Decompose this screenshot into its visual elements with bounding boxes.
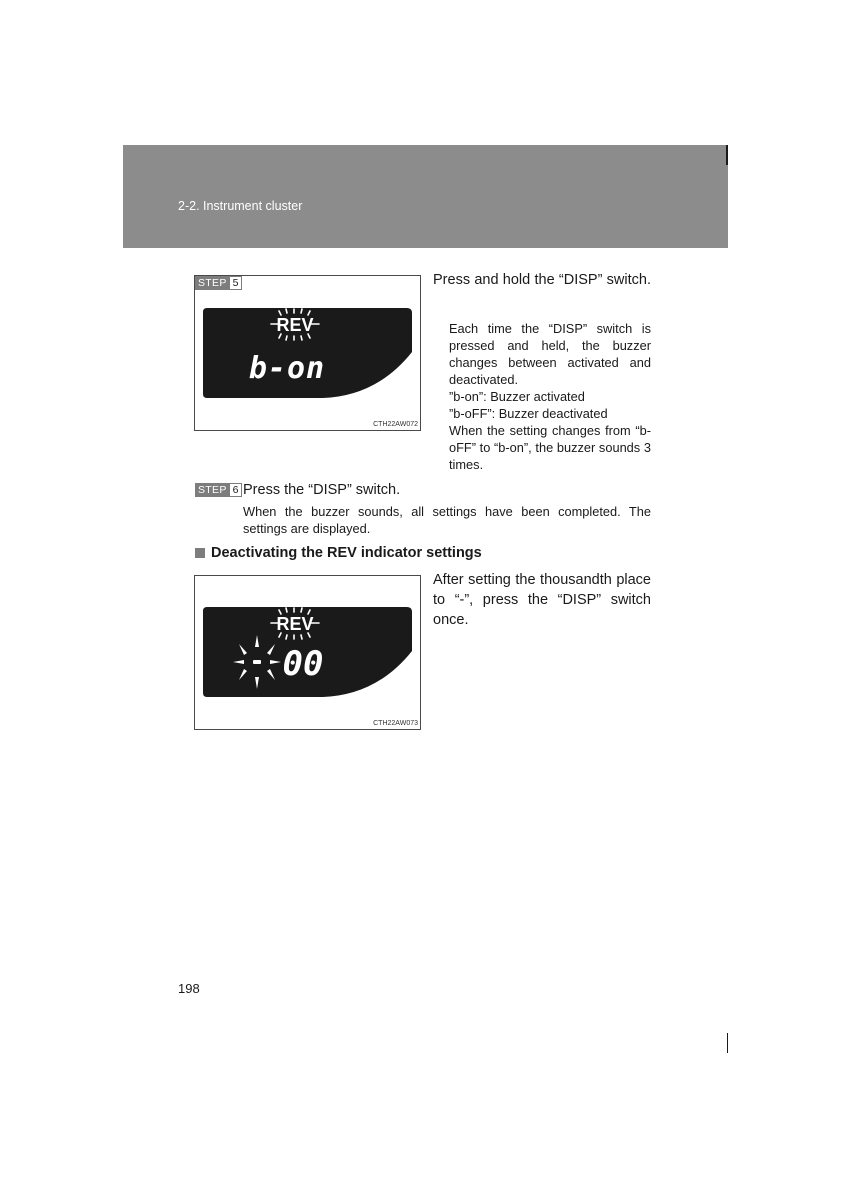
- section-title: 2-2. Instrument cluster: [178, 199, 303, 213]
- step5-note-4: When the setting changes from “b-oFF” to “b-on”, the buzzer sounds 3 times.: [449, 423, 651, 472]
- page-number: 198: [178, 981, 200, 996]
- step5-note-1: Each time the “DISP” switch is pressed and held, the buzzer changes between activated and deactivated.: [449, 321, 651, 387]
- step-label: STEP: [195, 276, 230, 290]
- step5-note-3: ”b-oFF”: Buzzer deactivated: [449, 406, 608, 421]
- step-label: STEP: [195, 483, 230, 497]
- figure-step5: [194, 275, 421, 431]
- bullet-square-icon: [195, 548, 205, 558]
- section-heading-text: Deactivating the REV indicator settings: [211, 545, 482, 561]
- lcd-rev-label: REV: [276, 315, 314, 335]
- step6-instruction: Press the “DISP” switch.: [243, 482, 401, 498]
- lcd-display: [203, 607, 413, 699]
- lcd-main-value: 00: [282, 644, 324, 684]
- section-heading: [195, 545, 482, 561]
- step6-tag: [195, 483, 242, 497]
- section-instruction: After setting the thousandth place to “-”, press the “DISP” switch once.: [433, 572, 651, 628]
- step-number: 5: [230, 276, 243, 290]
- chapter-header-band: [123, 145, 728, 248]
- step6-note: When the buzzer sounds, all settings have been completed. The settings are displayed.: [243, 504, 651, 536]
- figure-code: CTH22AW072: [373, 421, 418, 428]
- figure-code: CTH22AW073: [373, 720, 418, 727]
- step5-instruction: Press and hold the “DISP” switch.: [433, 272, 651, 288]
- step5-tag: [195, 276, 242, 290]
- step-number: 6: [230, 483, 243, 497]
- crop-mark-bottom: [727, 1033, 728, 1053]
- lcd-main-value: b-on: [248, 351, 326, 386]
- figure-rev-deactivate: [194, 575, 421, 730]
- crop-mark-top: [726, 145, 728, 165]
- lcd-display: [203, 308, 413, 400]
- step5-note-2: ”b-on”: Buzzer activated: [449, 389, 585, 404]
- lcd-rev-label: REV: [276, 614, 314, 634]
